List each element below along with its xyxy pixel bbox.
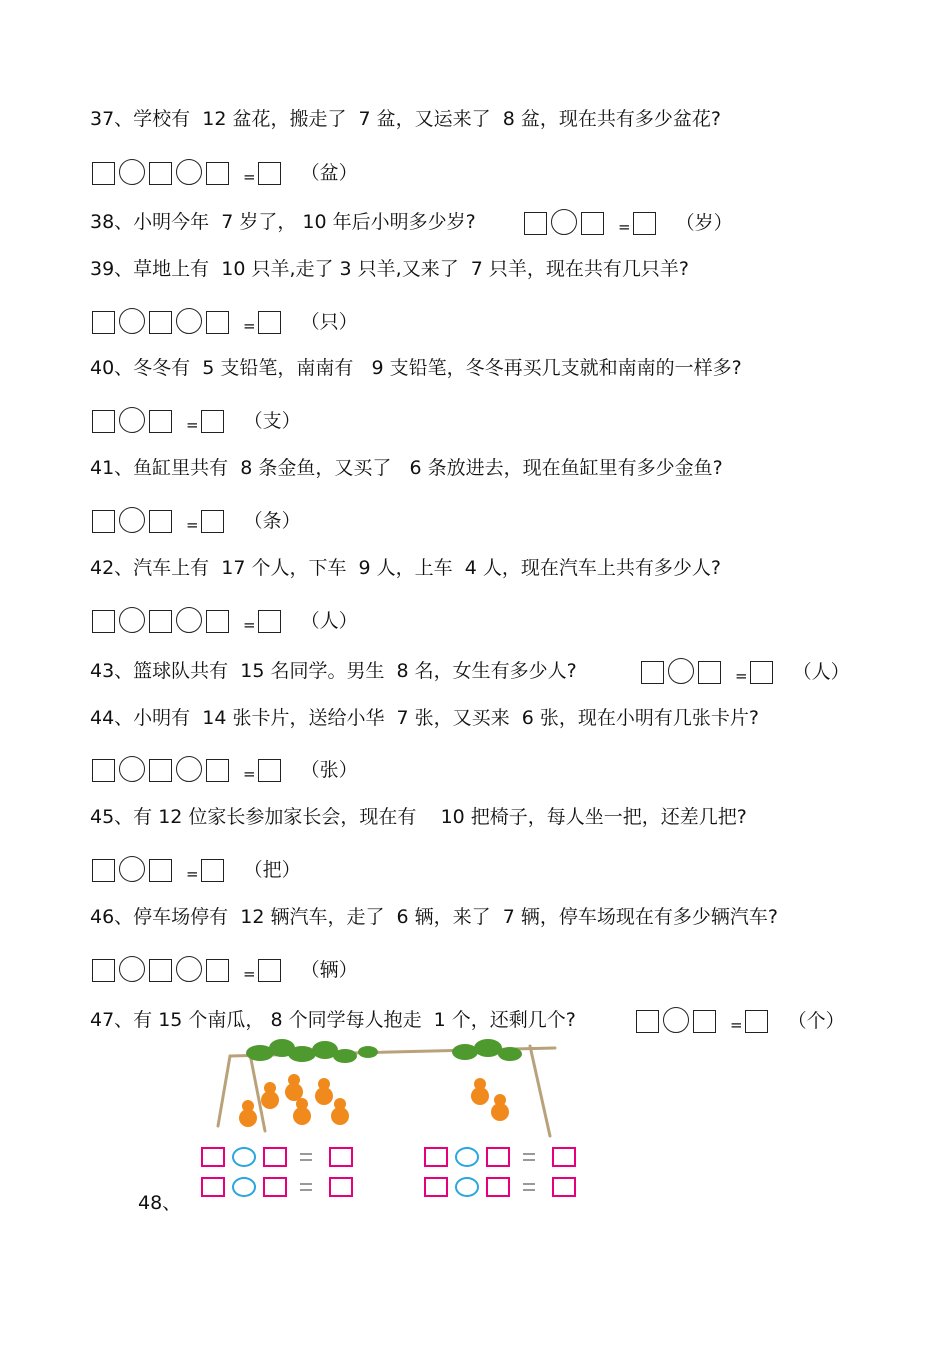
unit-label: （个） (787, 1010, 845, 1032)
answer-box[interactable] (92, 162, 115, 185)
unit-label: （盆） (300, 162, 358, 184)
answer-box[interactable] (92, 410, 115, 433)
answer-box[interactable] (206, 759, 229, 782)
answer-box[interactable] (206, 610, 229, 633)
unit-label: （辆） (300, 959, 358, 981)
question-39: 39、草地上有 10 只羊,走了 3 只羊,又来了 7 只羊，现在共有几只羊? (90, 258, 690, 280)
answer-equation-41 (92, 505, 301, 533)
equals-sign: = (243, 765, 256, 783)
picture-equations (202, 1148, 575, 1196)
operator-circle[interactable] (551, 209, 577, 235)
result-box[interactable] (201, 510, 224, 533)
answer-box[interactable] (92, 610, 115, 633)
equals-sign: = (735, 667, 748, 685)
operator-circle[interactable] (119, 159, 145, 185)
result-box[interactable] (258, 759, 281, 782)
answer-box[interactable] (149, 610, 172, 633)
question-45: 45、有 12 位家长参加家长会，现在有 10 把椅子，每人坐一把，还差几把? (90, 806, 747, 828)
operator-circle[interactable] (119, 956, 145, 982)
answer-box[interactable] (581, 212, 604, 235)
answer-box[interactable] (206, 959, 229, 982)
answer-equation-38 (524, 207, 733, 235)
unit-label: （把） (243, 859, 301, 881)
unit-label: （人） (300, 610, 358, 632)
answer-box[interactable] (206, 162, 229, 185)
answer-box[interactable] (149, 759, 172, 782)
answer-equation-46 (92, 954, 358, 982)
result-box[interactable] (258, 311, 281, 334)
result-box[interactable] (201, 410, 224, 433)
result-box[interactable] (258, 162, 281, 185)
answer-equation-42 (92, 605, 358, 633)
result-box[interactable] (258, 610, 281, 633)
equals-sign: = (186, 865, 199, 883)
unit-label: （人） (792, 661, 850, 683)
result-box[interactable] (258, 959, 281, 982)
answer-box[interactable] (149, 859, 172, 882)
answer-equation-37 (92, 157, 358, 185)
answer-box[interactable] (92, 859, 115, 882)
answer-box[interactable] (92, 510, 115, 533)
answer-box[interactable] (636, 1010, 659, 1033)
operator-circle[interactable] (119, 756, 145, 782)
operator-circle[interactable] (176, 607, 202, 633)
answer-box[interactable] (149, 410, 172, 433)
answer-equation-43 (641, 656, 850, 684)
question-42: 42、汽车上有 17 个人，下车 9 人，上车 4 人，现在汽车上共有多少人? (90, 557, 721, 579)
gourd-trellis-illustration (190, 1036, 595, 1202)
answer-equation-39 (92, 306, 358, 334)
equals-sign: = (243, 168, 256, 186)
question-43: 43、篮球队共有 15 名同学。男生 8 名，女生有多少人? (90, 660, 577, 682)
answer-box[interactable] (641, 661, 664, 684)
question-41: 41、鱼缸里共有 8 条金鱼，又买了 6 条放进去，现在鱼缸里有多少金鱼? (90, 457, 723, 479)
equals-sign: = (243, 616, 256, 634)
result-box[interactable] (750, 661, 773, 684)
answer-equation-45 (92, 854, 301, 882)
operator-circle[interactable] (668, 658, 694, 684)
leaf-cluster-right (452, 1039, 522, 1061)
question-46: 46、停车场停有 12 辆汽车，走了 6 辆，来了 7 辆，停车场现在有多少辆汽车? (90, 906, 778, 928)
operator-circle[interactable] (176, 308, 202, 334)
operator-circle[interactable] (119, 308, 145, 334)
result-box[interactable] (201, 859, 224, 882)
answer-box[interactable] (149, 162, 172, 185)
equals-sign: = (186, 416, 199, 434)
operator-circle[interactable] (176, 956, 202, 982)
answer-box[interactable] (149, 510, 172, 533)
unit-label: （支） (243, 410, 301, 432)
operator-circle[interactable] (119, 407, 145, 433)
answer-equation-44 (92, 754, 358, 782)
answer-box[interactable] (149, 959, 172, 982)
result-box[interactable] (745, 1010, 768, 1033)
operator-circle[interactable] (176, 756, 202, 782)
operator-circle[interactable] (119, 856, 145, 882)
operator-circle[interactable] (119, 607, 145, 633)
question-40: 40、冬冬有 5 支铅笔，南南有 9 支铅笔，冬冬再买几支就和南南的一样多? (90, 357, 742, 379)
operator-circle[interactable] (176, 159, 202, 185)
answer-equation-47 (636, 1005, 845, 1033)
question-44: 44、小明有 14 张卡片，送给小华 7 张，又买来 6 张，现在小明有几张卡片? (90, 707, 759, 729)
unit-label: （条） (243, 510, 301, 532)
question-37: 37、学校有 12 盆花，搬走了 7 盆，又运来了 8 盆，现在共有多少盆花? (90, 108, 721, 130)
unit-label: （张） (300, 759, 358, 781)
answer-box[interactable] (92, 959, 115, 982)
equals-sign: = (618, 218, 631, 236)
equals-sign: = (243, 965, 256, 983)
result-box[interactable] (633, 212, 656, 235)
unit-label: （只） (300, 311, 358, 333)
answer-equation-40 (92, 405, 301, 433)
gourd-group-right (471, 1078, 509, 1121)
equals-sign: = (730, 1016, 743, 1034)
answer-box[interactable] (524, 212, 547, 235)
operator-circle[interactable] (663, 1007, 689, 1033)
operator-circle[interactable] (119, 507, 145, 533)
answer-box[interactable] (693, 1010, 716, 1033)
question-48-label: 48、 (138, 1192, 182, 1214)
answer-box[interactable] (206, 311, 229, 334)
question-38: 38、小明今年 7 岁了， 10 年后小明多少岁? (90, 211, 476, 233)
unit-label: （岁） (675, 212, 733, 234)
question-47: 47、有 15 个南瓜， 8 个同学每人抱走 1 个，还剩几个? (90, 1009, 576, 1031)
equals-sign: = (243, 317, 256, 335)
answer-box[interactable] (698, 661, 721, 684)
leaf-cluster-left (246, 1039, 378, 1063)
answer-box[interactable] (149, 311, 172, 334)
answer-box[interactable] (92, 759, 115, 782)
answer-box[interactable] (92, 311, 115, 334)
equals-sign: = (186, 516, 199, 534)
